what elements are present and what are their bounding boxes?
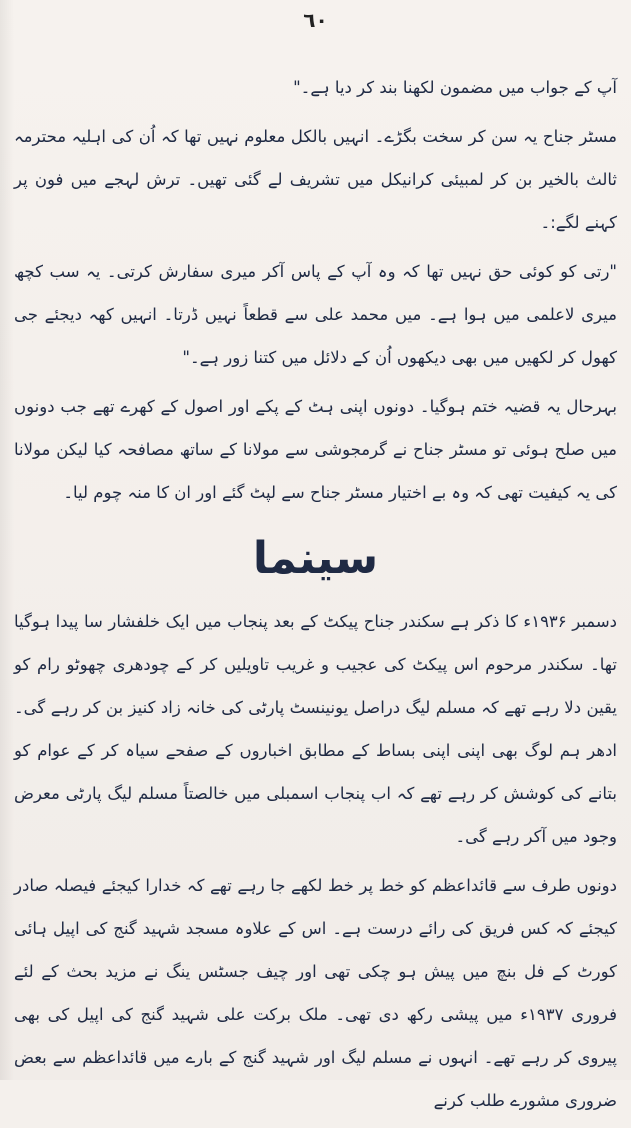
paragraph: "رتی کو کوئی حق نہیں تھا کہ وہ آپ کے پاس آکر میری سفارش کرتی۔ یہ سب کچھ میری لاعلمی میں ہوا ہے۔ میں محمد علی سے قطعاً نہیں ڈرتا۔ انہیں کھہ دیجئے جی کھول کر لکھیں میں بھی دیکھوں اُن کے دلائل میں کتنا زور ہے۔" <box>14 262 617 367</box>
body-text <box>14 66 617 1128</box>
paragraph: بہرحال یہ قضیہ ختم ہوگیا۔ دونوں اپنی ہٹ کے پکے اور اصول کے کھرے تھے جب دونوں میں صلح ہوئی تو مسٹر جناح نے گرمجوشی سے مولانا کے ساتھ مصافحہ کیا لیکن مولانا کی یہ کیفیت تھی کہ وہ بے اختیار مسٹر جناح سے لپٹ گئے اور ان کا منہ چوم لیا۔ <box>14 397 617 502</box>
section-heading: سینما <box>252 533 379 584</box>
paragraph: دسمبر ۱۹۳۶ء کا ذکر ہے سکندر جناح پیکٹ کے بعد پنجاب میں ایک خلفشار سا پیدا ہوگیا تھا۔ سکندر مرحوم اس پیکٹ کی عجیب و غریب تاویلیں کر کے چودھری چھوٹو رام کو یقین دلا رہے تھے کہ مسلم لیگ دراصل یونینسٹ پارٹی کی خانہ زاد کنیز بن کر رہے گی۔ ادھر ہم لوگ بھی اپنی اپنی بساط کے مطابق اخباروں کے صفحے سیاہ کر کے عوام کو بتانے کی کوشش کر رہے تھے کہ اب پنجاب اسمبلی میں خالصتاً مسلم لیگ پارٹی معرض وجود میں آکر رہے گی۔ <box>14 612 618 846</box>
paragraph: دونوں طرف سے قائداعظم کو خط پر خط لکھے جا رہے تھے کہ خدارا کیجئے فیصلہ صادر کیجئے کہ کس فریق کی رائے درست ہے۔ اس کے علاوہ مسجد شہید گنج کی اپیل ہائی کورٹ کے فل بنچ میں پیش ہو چکی تھی اور چیف جسٹس ینگ نے مزید بحث کے لئے فروری ۱۹۳۷ء میں پیشی رکھ دی تھی۔ ملک برکت علی شہید گنج کی اپیل کی بھی پیروی کر رہے تھے۔ انہوں نے مسلم لیگ اور شہید گنج کے بارے میں قائداعظم سے بعض ضروری مشورے طلب کرنے <box>14 876 617 1110</box>
paragraph: مسٹر جناح یہ سن کر سخت بگڑے۔ انہیں بالکل معلوم نہیں تھا کہ اُن کی اہلیہ محترمہ ثالث بالخیر بن کر لمبیئی کرانیکل میں تشریف لے گئی تھیں۔ ترش لہجے میں فون پر کہنے لگے:۔ <box>14 127 617 232</box>
page-number: ٦٠ <box>303 8 328 32</box>
paragraph: آپ کے جواب میں مضمون لکھنا بند کر دیا ہے۔" <box>293 78 617 97</box>
